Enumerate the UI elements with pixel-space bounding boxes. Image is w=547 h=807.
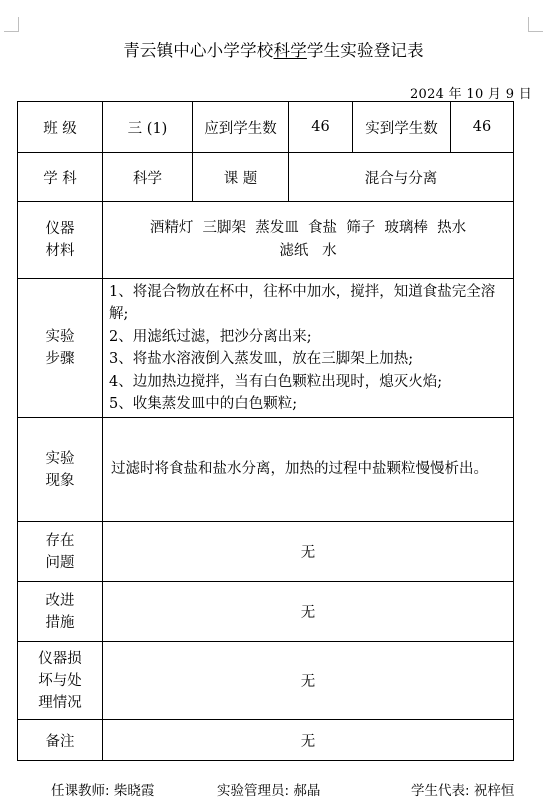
phenomenon-label: 实验 现象 (18, 418, 103, 522)
class-value: 三 (1) (103, 102, 193, 153)
steps-label: 实验 步骤 (18, 279, 103, 418)
improvement-value: 无 (103, 582, 514, 642)
signature-footer (0, 779, 547, 799)
remarks-label: 备注 (18, 720, 103, 761)
class-label: 班 级 (18, 102, 103, 153)
step-item: 2、用滤纸过滤，把沙分离出来; (109, 328, 312, 345)
equipment-label: 仪器 材料 (18, 202, 103, 279)
row-remarks (18, 720, 514, 761)
row-improvement (18, 582, 514, 642)
row-equipment (18, 202, 514, 279)
row-phenomenon (18, 418, 514, 522)
improvement-label: 改进 措施 (18, 582, 103, 642)
damage-value: 无 (103, 642, 514, 720)
title-subject-underlined: 科学 (273, 41, 307, 60)
row-class (18, 102, 514, 153)
subject-value: 科学 (103, 153, 193, 202)
row-damage (18, 642, 514, 720)
step-item: 3、将盐水溶液倒入蒸发皿，放在三脚架上加热; (109, 351, 414, 367)
page-corner-mark-left (4, 17, 19, 32)
teacher-signature: 任课教师: 柴晓霞 (51, 783, 155, 799)
actual-students-label: 实到学生数 (353, 102, 451, 153)
phenomenon-text: 过滤时将食盐和盐水分离，加热的过程中盐颗粒慢慢析出。 (103, 418, 514, 522)
topic-label: 课 题 (193, 153, 289, 202)
actual-students-value: 46 (451, 102, 514, 153)
document-title: 青云镇中心小学学校科学学生实验登记表 (123, 41, 424, 60)
lab-manager-signature: 实验管理员: 郝晶 (217, 783, 321, 799)
problems-label: 存在 问题 (18, 522, 103, 582)
equipment-list (103, 202, 514, 279)
topic-value: 混合与分离 (289, 153, 514, 202)
remarks-value: 无 (103, 720, 514, 761)
student-representative-signature: 学生代表: 祝梓恒 (411, 783, 515, 799)
row-subject (18, 153, 514, 202)
step-item: 5、收集蒸发皿中的白色颗粒; (109, 396, 298, 412)
expected-students-value: 46 (289, 102, 353, 153)
equipment-line-1: 酒精灯 三脚架 蒸发皿 食盐 筛子 玻璃棒 热水 (149, 220, 467, 236)
steps-list (103, 279, 514, 418)
row-problems (18, 522, 514, 582)
expected-students-label: 应到学生数 (193, 102, 289, 153)
page-corner-mark-right (528, 17, 543, 32)
damage-label: 仪器损 坏与处 理情况 (18, 642, 103, 720)
subject-label: 学 科 (18, 153, 103, 202)
experiment-record-table (17, 101, 514, 761)
step-item: 1、将混合物放在杯中，往杯中加水，搅拌，知道食盐完全溶解; (109, 283, 496, 322)
problems-value: 无 (103, 522, 514, 582)
step-item: 4、边加热边搅拌，当有白色颗粒出现时，熄灭火焰; (109, 373, 443, 390)
record-date: 2024 年 10 月 9 日 (409, 87, 532, 102)
row-steps (18, 279, 514, 418)
equipment-line-2: 滤纸 水 (279, 243, 337, 259)
